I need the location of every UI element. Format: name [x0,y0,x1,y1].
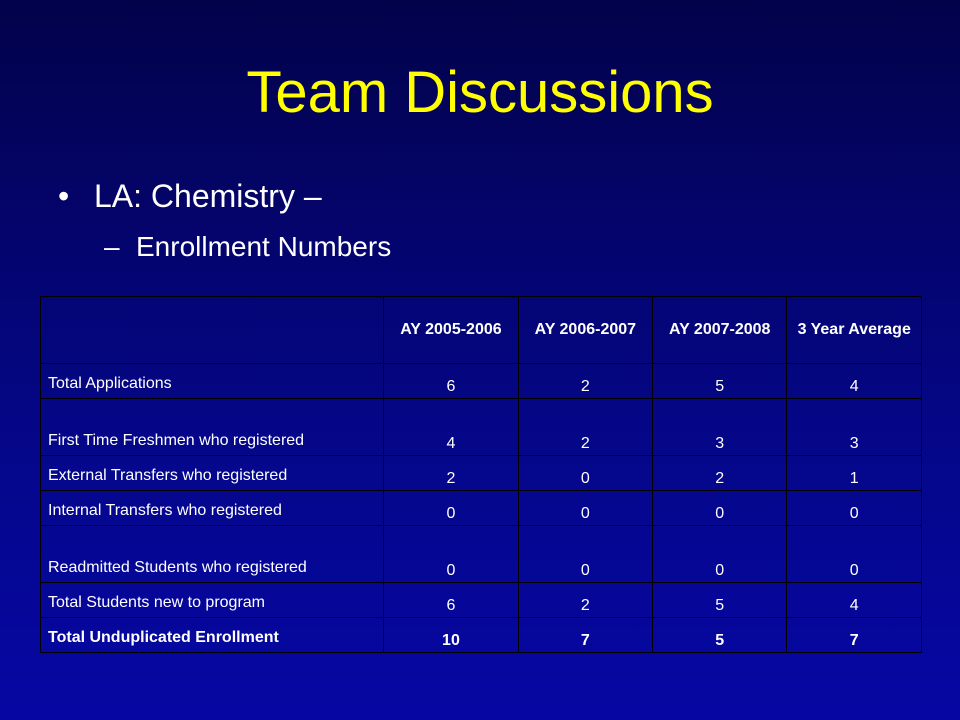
row-label: First Time Freshmen who registered [41,399,384,456]
enrollment-table [40,296,922,653]
table-row [41,364,922,399]
table-cell: 5 [653,618,787,653]
sub-bullet-text: Enrollment Numbers [136,231,392,262]
table-cell: 4 [787,583,922,618]
table-cell: 0 [653,526,787,583]
table-cell: 2 [518,399,652,456]
row-label: Total Applications [41,364,384,399]
table-cell: 0 [787,526,922,583]
table-cell: 10 [384,618,518,653]
table-cell: 0 [384,526,518,583]
table-cell: 0 [518,526,652,583]
table-row [41,399,922,456]
table-cell: 1 [787,456,922,491]
table-row-total [41,618,922,653]
table-cell: 3 [787,399,922,456]
table-cell: 0 [518,456,652,491]
table-cell: 7 [787,618,922,653]
row-label: Total Students new to program [41,583,384,618]
table-cell: 3 [653,399,787,456]
table-cell: 6 [384,364,518,399]
dash-icon: – [104,231,120,262]
header-cell-ay-2005-2006: AY 2005-2006 [384,297,518,364]
row-label: Internal Transfers who registered [41,491,384,526]
table-cell: 2 [653,456,787,491]
table-row [41,583,922,618]
table-row [41,456,922,491]
header-cell-ay-2006-2007: AY 2006-2007 [518,297,652,364]
table-row [41,491,922,526]
table-cell: 4 [787,364,922,399]
header-cell-3-year-average: 3 Year Average [787,297,922,364]
table-cell: 0 [653,491,787,526]
table-cell: 0 [384,491,518,526]
table-cell: 5 [653,364,787,399]
slide-title: Team Discussions [246,60,714,125]
table-cell: 6 [384,583,518,618]
table-cell: 2 [384,456,518,491]
table-cell: 0 [518,491,652,526]
row-label: External Transfers who registered [41,456,384,491]
bullet-text: LA: Chemistry – [94,178,322,214]
sub-bullet-item [104,229,391,265]
table-cell: 2 [518,583,652,618]
bullet-item [58,175,322,217]
bullet-dot-icon: • [58,178,70,214]
table-cell: 7 [518,618,652,653]
table-cell: 5 [653,583,787,618]
header-cell-empty [41,297,384,364]
row-label: Total Unduplicated Enrollment [41,618,384,653]
row-label: Readmitted Students who registered [41,526,384,583]
table-cell: 2 [518,364,652,399]
table-cell: 4 [384,399,518,456]
header-cell-ay-2007-2008: AY 2007-2008 [653,297,787,364]
table-cell: 0 [787,491,922,526]
table-row [41,526,922,583]
table-header-row [41,297,922,364]
